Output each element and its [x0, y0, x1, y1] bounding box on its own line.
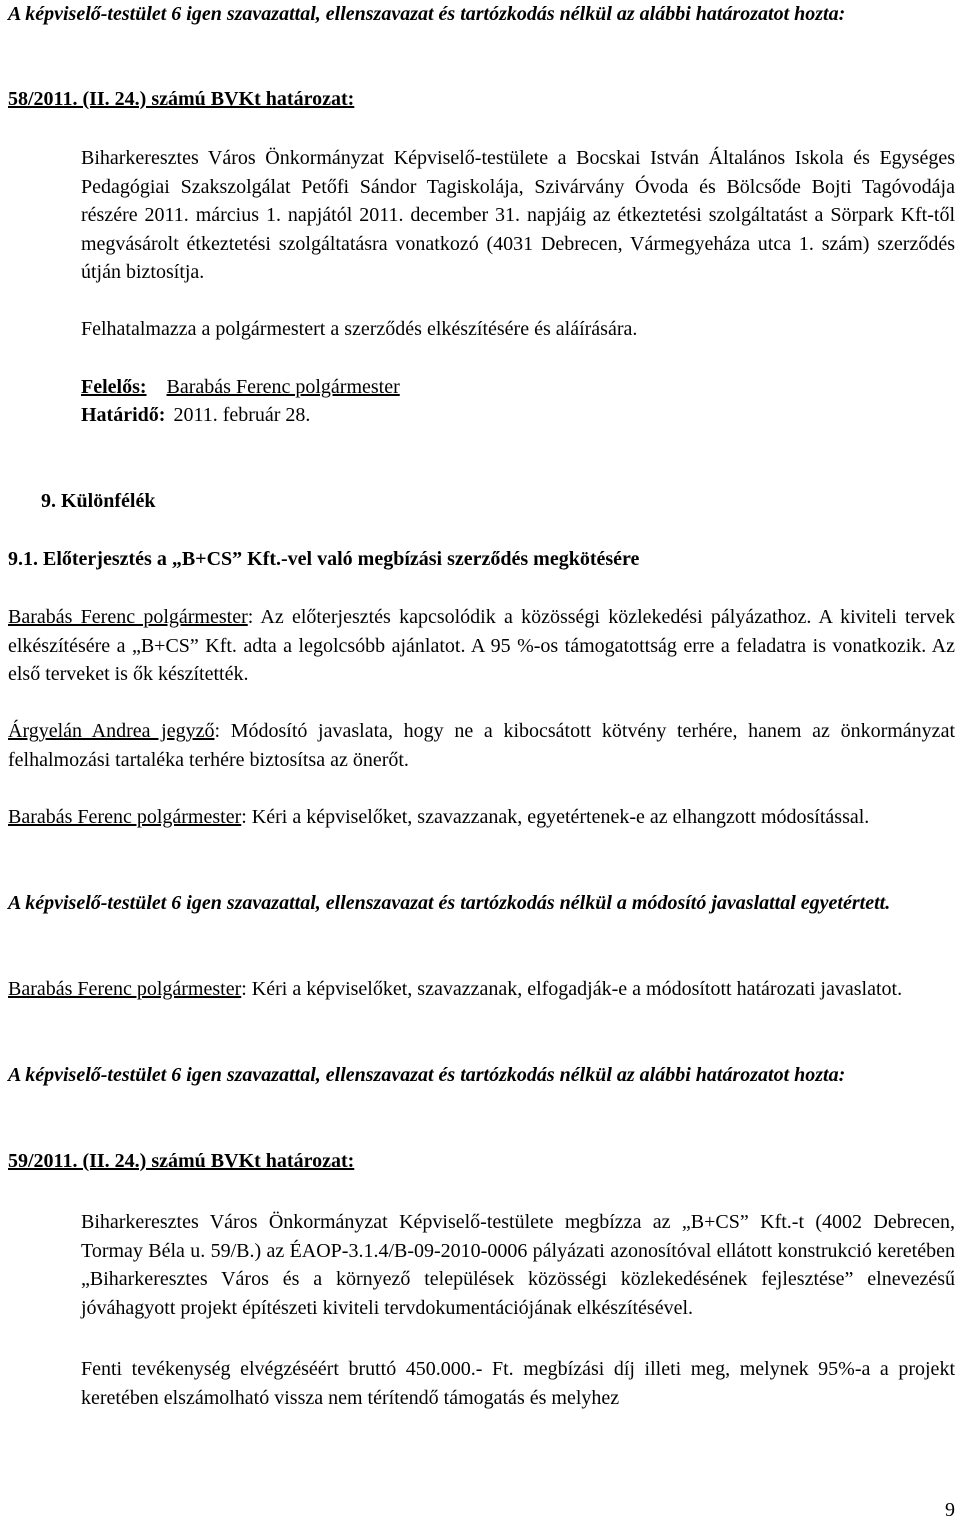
vote-intro-1: A képviselő-testület 6 igen szavazattal, ellenszavazat és tartózkodás nélkül az alábbi határozatot hozta: — [8, 3, 846, 25]
notary-statement — [8, 717, 955, 774]
statement-text: : Módosító javaslata, hogy ne a kibocsátott kötvény terhére, hanem az önkormányzat felhalmozási tartaléka terhére biztosítsa az önerőt. — [8, 720, 955, 771]
mayor-statement-1 — [8, 603, 955, 689]
responsible-label: Felelős: — [81, 376, 147, 398]
page-number: 9 — [945, 1499, 955, 1521]
statement-text: : Az előterjesztés kapcsolódik a közösségi közlekedési pályázathoz. A kiviteli tervek elkészítésére a „B+CS” Kft. adta a legolcsóbb ajánlatot. A 95 %-os támogatottság erre a feladatra is vonatkozik. Az első terveket is ők készítették. — [8, 606, 955, 685]
subsection-heading: 9.1. Előterjesztés a „B+CS” Kft.-vel való megbízási szerződés megkötésére — [8, 548, 640, 570]
resolution-58-text: Biharkeresztes Város Önkormányzat Képviselő-testülete a Bocskai István Általános Iskola és Egységes Pedagógiai Szakszolgálat Petőfi Sándor Tagiskolája, Szivárvány Óvoda és Bölcsőde Bojti Tagóvodája részére 2011. március 1. napjától 2011. december 31. napjáig az étkeztetési szolgáltatást a Sörpark Kft-től megvásárolt étkeztetési szolgáltatásra vonatkozó (4031 Debrecen, Vármegyeháza utca 1. szám) szerződés útján biztosítja. — [81, 147, 955, 283]
speaker-name: Barabás Ferenc polgármester — [8, 606, 248, 628]
resolution-59-title: 59/2011. (II. 24.) számú BVKt határozat: — [8, 1150, 355, 1172]
speaker-name: Barabás Ferenc polgármester — [8, 978, 242, 1000]
resolution-59-text: Biharkeresztes Város Önkormányzat Képviselő-testülete megbízza az „B+CS” Kft.-t (4002 Debrecen, Tormay Béla u. 59/B.) az ÉAOP-3.1.4/B-09-2010-0006 pályázati azonosítóval ellátott konstrukció keretében „Biharkeresztes Város és a környező települések közösségi közlekedésének fejlesztése” elnevezésű jóváhagyott projekt építészeti kiviteli tervdokumentációjának elkészítésével. — [81, 1211, 955, 1319]
vote-amendment: A képviselő-testület 6 igen szavazattal, ellenszavazat és tartózkodás nélkül a módosító javaslattal egyetértett. — [8, 892, 891, 914]
statement-text: : Kéri a képviselőket, szavazzanak, elfogadják-e a módosított határozati javaslatot. — [241, 978, 903, 1000]
responsible-line — [81, 373, 955, 402]
deadline-label: Határidő: — [81, 404, 166, 426]
deadline-value: 2011. február 28. — [173, 404, 311, 426]
statement-text: : Kéri a képviselőket, szavazzanak, egyetértenek-e az elhangzott módosítással. — [241, 806, 870, 828]
mayor-statement-3 — [8, 975, 955, 1004]
resolution-58-authorize: Felhatalmazza a polgármestert a szerződés elkészítésére és aláírására. — [81, 318, 638, 340]
resolution-58-title: 58/2011. (II. 24.) számú BVKt határozat: — [8, 88, 355, 110]
resolution-59-text2: Fenti tevékenység elvégzéséért bruttó 450.000.- Ft. megbízási díj illeti meg, melynek 95%-a a projekt keretében elszámolható vissza nem térítendő támogatás és melyhez — [81, 1358, 955, 1409]
vote-intro-2: A képviselő-testület 6 igen szavazattal, ellenszavazat és tartózkodás nélkül az alábbi határozatot hozta: — [8, 1064, 846, 1086]
mayor-statement-2 — [8, 803, 955, 832]
speaker-name: Barabás Ferenc polgármester — [8, 806, 242, 828]
section-heading: 9. Különfélék — [41, 490, 156, 512]
responsible-value: Barabás Ferenc polgármester — [166, 376, 400, 398]
deadline-line — [81, 401, 955, 430]
speaker-name: Árgyelán Andrea jegyző — [8, 720, 215, 742]
